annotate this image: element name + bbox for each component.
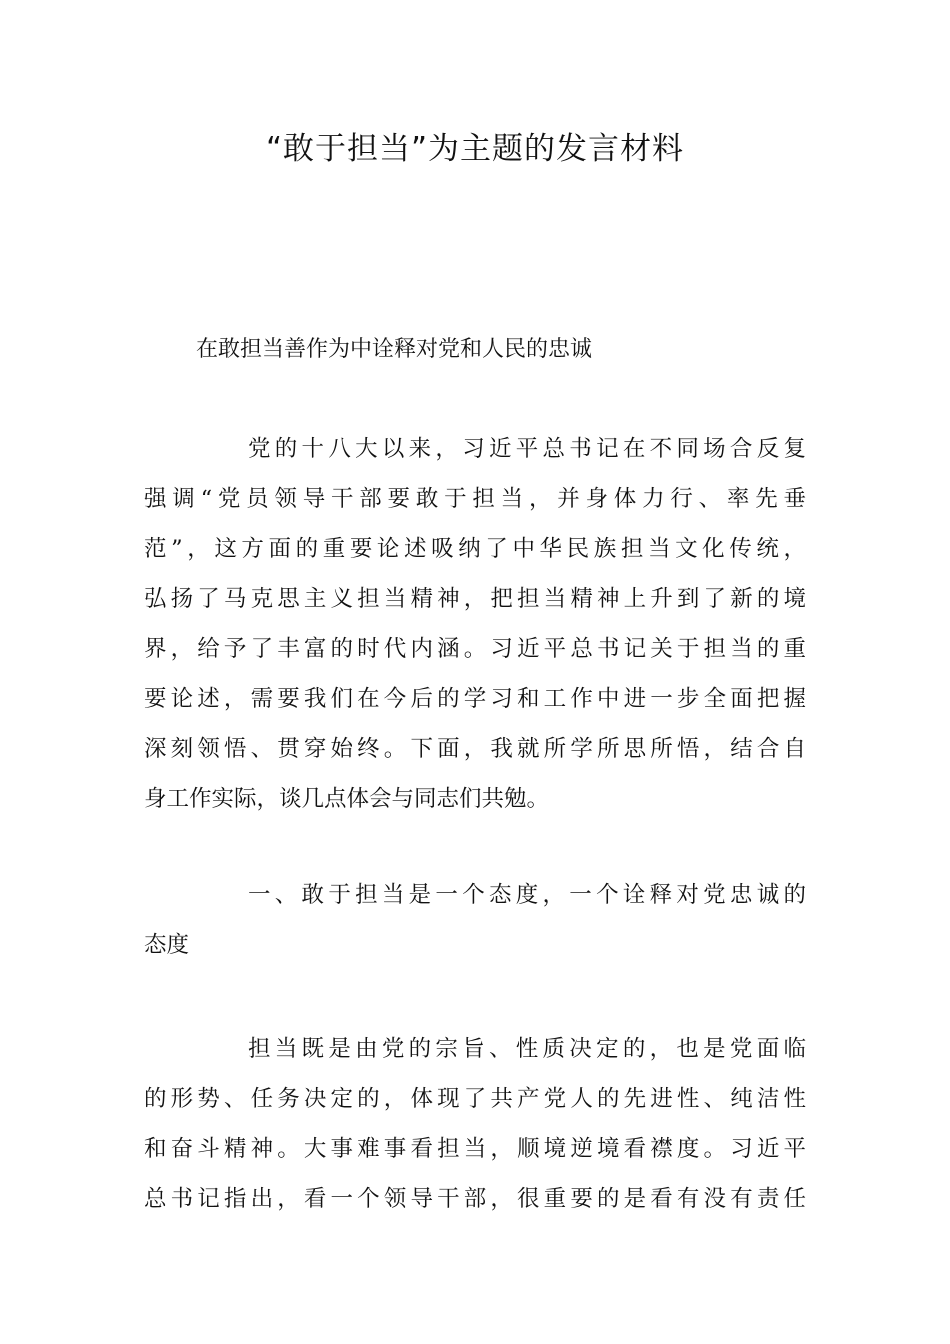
intro-paragraph [144, 424, 806, 824]
document-title: “敢于担当”为主题的发言材料 [265, 131, 685, 167]
paragraph-line: 强调“党员领导干部要敢于担当，并身体力行、率先垂 [144, 486, 806, 512]
paragraph-line: 身工作实际，谈几点体会与同志们共勉。 [144, 786, 550, 812]
paragraph-line: 担当既是由党的宗旨、性质决定的，也是党面临 [248, 1036, 806, 1062]
paragraph-line: 党的十八大以来，习近平总书记在不同场合反复 [248, 436, 806, 462]
paragraph-line: 总书记指出，看一个领导干部，很重要的是看有没有责任 [144, 1186, 806, 1212]
paragraph-line: 深刻领悟、贯穿始终。下面，我就所学所思所悟，结合自 [144, 736, 806, 762]
section-1-paragraph [144, 1024, 806, 1224]
paragraph-line: 和奋斗精神。大事难事看担当，顺境逆境看襟度。习近平 [144, 1136, 806, 1162]
paragraph-line: 弘扬了马克思主义担当精神，把担当精神上升到了新的境 [144, 586, 806, 612]
paragraph-line: 的形势、任务决定的，体现了共产党人的先进性、纯洁性 [144, 1086, 806, 1112]
paragraph-line: 要论述，需要我们在今后的学习和工作中进一步全面把握 [144, 686, 806, 712]
paragraph-line: 界，给予了丰富的时代内涵。习近平总书记关于担当的重 [144, 636, 806, 662]
section-heading-1 [144, 870, 806, 970]
heading-line: 态度 [144, 932, 190, 958]
heading-line: 一、敢于担当是一个态度，一个诠释对党忠诚的 [248, 882, 806, 908]
paragraph-line: 范”，这方面的重要论述吸纳了中华民族担当文化传统， [144, 536, 806, 562]
document-subtitle: 在敢担当善作为中诠释对党和人民的忠诚 [196, 337, 593, 362]
